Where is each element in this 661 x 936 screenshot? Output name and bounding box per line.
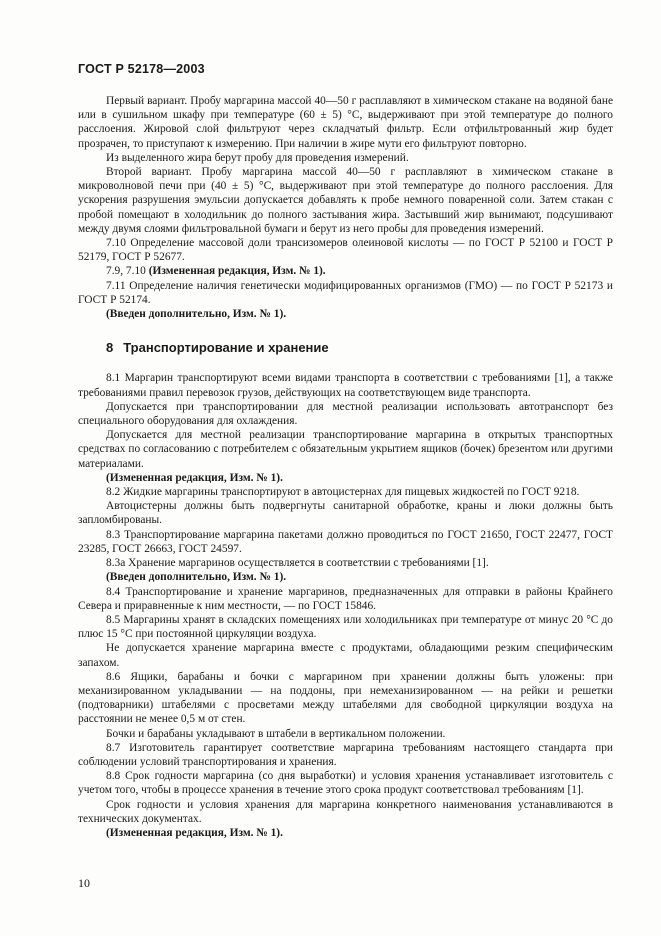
paragraph [78, 400, 613, 428]
paragraph [78, 151, 613, 165]
paragraph [78, 485, 613, 499]
paragraph-text: Бочки и барабаны укладывают в штабели в вертикальном положении. [106, 727, 446, 740]
paragraph [78, 826, 613, 840]
paragraph [78, 769, 613, 797]
paragraph [78, 741, 613, 769]
paragraph [78, 641, 613, 669]
paragraph [78, 556, 613, 570]
paragraph-text: 8.2 Жидкие маргарины транспортируют в автоцистернах для пищевых жидкостей по ГОСТ 9218. [106, 486, 580, 499]
paragraph [78, 528, 613, 556]
paragraph [78, 471, 613, 485]
paragraph [78, 264, 613, 278]
section-heading [106, 341, 613, 355]
paragraph [78, 499, 613, 527]
paragraph-text: Допускается для местной реализации транспортирование маргарина в открытых транспортных средствах по согласованию с потребителем с обязательным укрытием ящиков (бочек) брезентом или другими материалами. [78, 429, 613, 470]
paragraph [78, 613, 613, 641]
paragraph-text: 7.11 Определение наличия генетически модифицированных организмов (ГМО) — по ГОСТ Р 52173 и ГОСТ Р 52174. [78, 279, 613, 306]
section-title: Транспортирование и хранение [123, 340, 329, 356]
section-paragraphs [78, 371, 613, 840]
amendment-note: (Измененная редакция, Изм. № 1). [148, 265, 326, 278]
paragraph [78, 165, 613, 236]
paragraph [78, 670, 613, 727]
paragraph-text: 8.8 Срок годности маргарина (со дня выработки) и условия хранения устанавливает изготовитель с учетом того, чтобы в процессе хранения в течение этого срока продукт соответствовал требованиям [1]. [78, 770, 613, 797]
paragraph [78, 307, 613, 321]
paragraph [78, 279, 613, 307]
paragraph-text: Не допускается хранение маргарина вместе с продуктами, обладающими резким специфическим запахом. [78, 642, 613, 669]
paragraph-text: 8.6 Ящики, барабаны и бочки с маргарином при хранении должны быть уложены: при механизированном укладывании — на поддоны, при немеханизированном — на рейки и решетки (подтоварники) штабелями с просветами между штабелями для свободной циркуляции воздуха на расстоянии не менее 0,5 м от стен. [78, 670, 613, 726]
amendment-note: (Введен дополнительно, Изм. № 1). [106, 308, 287, 321]
paragraph-text: 8.5 Маргарины хранят в складских помещениях или холодильниках при температуре от минус 20 °С до плюс 15 °С при постоянной циркуляции воздуха. [78, 613, 613, 641]
paragraph-text: Из выделенного жира берут пробу для проведения измерений. [106, 151, 409, 164]
amendment-note: (Измененная редакция, Изм. № 1). [106, 471, 283, 484]
document-body [78, 94, 613, 840]
paragraph-text: 8.3 Транспортирование маргарина пакетами должно проводиться по ГОСТ 21650, ГОСТ 22477, ГОСТ 23285, ГОСТ 26663, ГОСТ 24597. [78, 528, 613, 555]
paragraph [78, 585, 613, 613]
paragraph-text: Допускается при транспортировании для местной реализации использовать автотранспорт без специального оборудования для охлаждения. [78, 400, 613, 428]
paragraph-text: 8.4 Транспортирование и хранение маргаринов, предназначенных для отправки в районы Крайнего Севера и приравненные к ним местности, — по ГОСТ 15846. [78, 585, 613, 612]
paragraph-text: Второй вариант. Пробу маргарина массой 40—50 г расплавляют в химическом стакане в микроволновой печи при (40 ± 5) °С, выдерживают при этой температуре до полного расслоения. Для ускорения разрушения эмульсии допускается добавлять к пробе немного поваренной соли. Затем стакан с пробой помещают в холодильник до полного застывания жира. Застывший жир вынимают, подсушивают между двумя слоями фильтровальной бумаги и берут из него пробы для проведения измерений. [78, 166, 613, 235]
document-header: ГОСТ Р 52178—2003 [78, 62, 205, 76]
amendment-note: (Измененная редакция, Изм. № 1). [106, 826, 283, 839]
page-number: 10 [78, 876, 90, 890]
paragraph [78, 94, 613, 151]
section-number: 8 [106, 340, 114, 356]
paragraph-text: 7.10 Определение массовой доли трансизомеров олеиновой кислоты — по ГОСТ Р 52100 и ГОСТ Р 52179, ГОСТ Р 52677. [78, 237, 613, 264]
paragraph [78, 236, 613, 264]
paragraph-text: 8.7 Изготовитель гарантирует соответствие маргарина требованиям настоящего стандарта при соблюдении условий транспортирования и хранения. [78, 741, 613, 768]
paragraph [78, 371, 613, 399]
paragraph-text: Срок годности и условия хранения для маргарина конкретного наименования устанавливаются в технических документах. [78, 798, 613, 825]
paragraph-text: Автоцистерны должны быть подвергнуты санитарной обработке, краны и люки должны быть запломбированы. [78, 500, 613, 527]
paragraph [78, 727, 613, 741]
paragraph-text: 8.1 Маргарин транспортируют всеми видами транспорта в соответствии с требованиями [1], а также требованиями правил перевозок грузов, действующих на соответствующем виде транспорта. [78, 372, 613, 399]
paragraph-text: 8.3а Хранение маргаринов осуществляется в соответствии с требованиями [1]. [106, 557, 489, 570]
paragraph-text: Первый вариант. Пробу маргарина массой 40—50 г расплавляют в химическом стакане на водяной бане или в сушильном шкафу при температуре (60 ± 5) °С, выдерживают при этой температуре до полного расслоения. Жировой слой фильтруют через складчатый фильтр. Если отфильтрованный жир будет прозрачен, то приступают к измерению. При наличии в жире мути его фильтруют повторно. [78, 95, 613, 150]
top-paragraphs [78, 94, 613, 321]
paragraph-prefix: 7.9, 7.10 [106, 265, 149, 278]
paragraph [78, 570, 613, 584]
amendment-note: (Введен дополнительно, Изм. № 1). [106, 571, 287, 584]
paragraph [78, 428, 613, 471]
paragraph [78, 798, 613, 826]
